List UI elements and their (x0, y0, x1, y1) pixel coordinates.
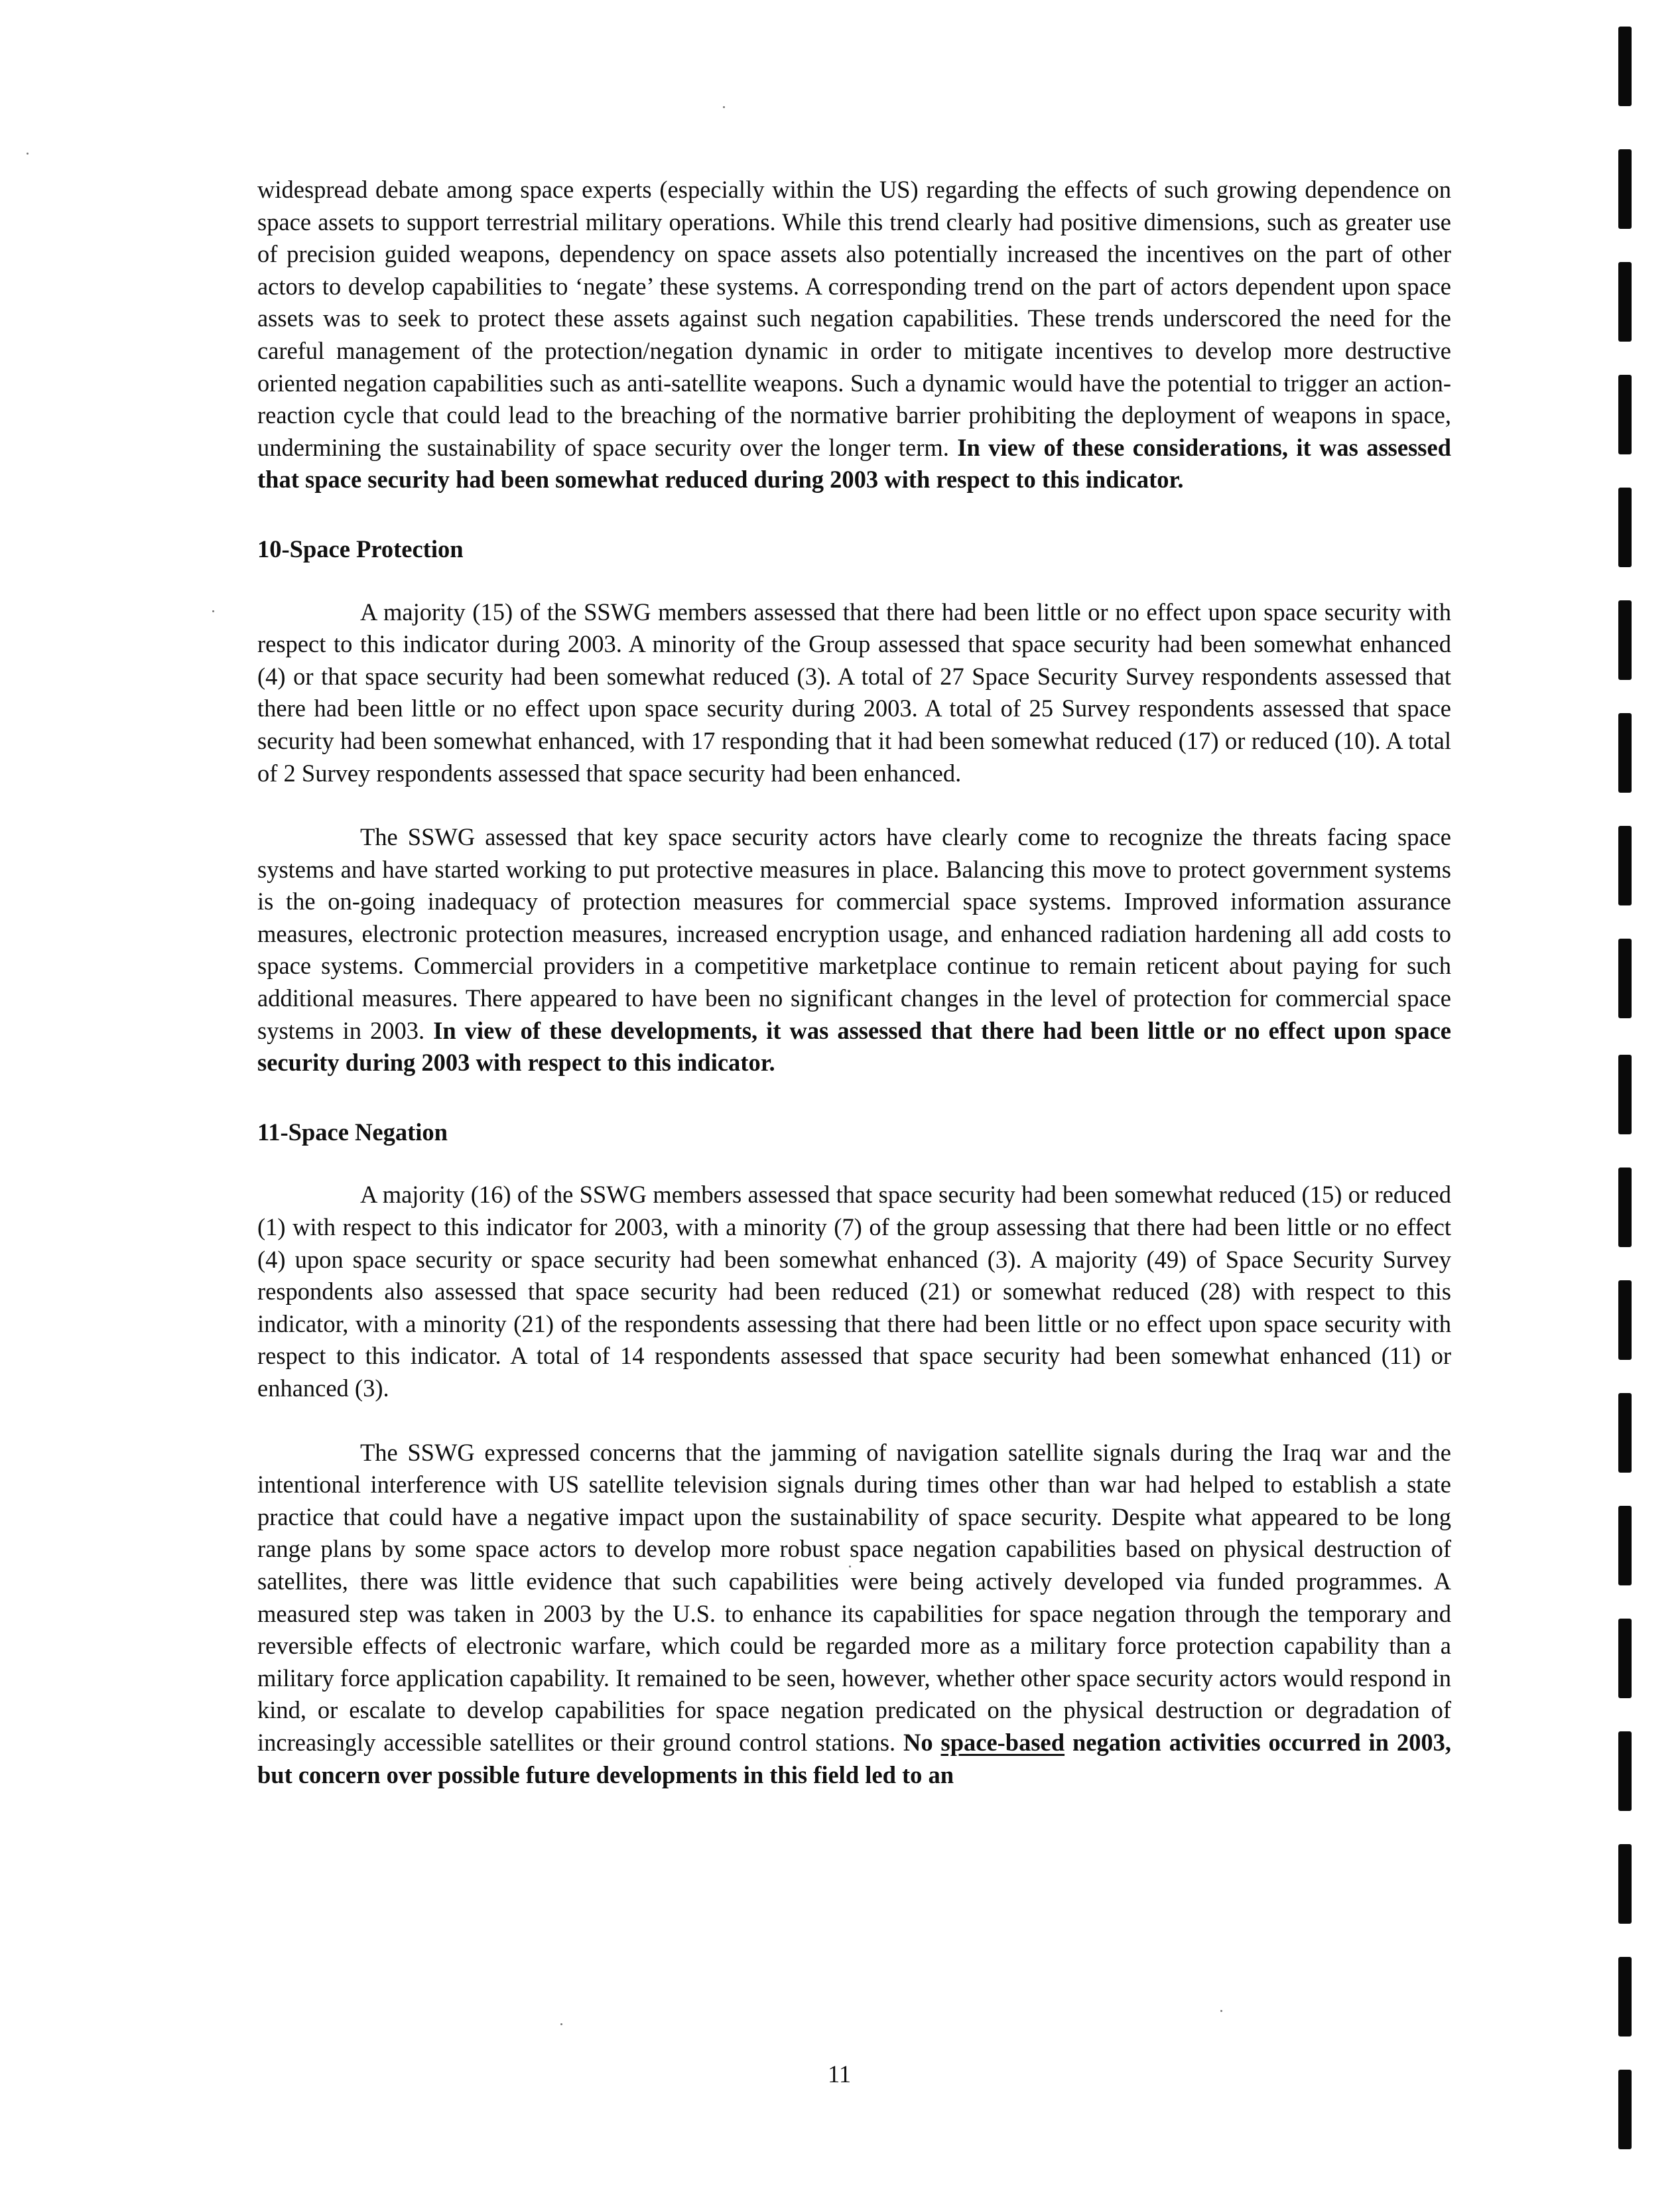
scan-mark (1618, 939, 1632, 1018)
scan-mark (1618, 262, 1632, 342)
scan-speck (212, 610, 214, 612)
scan-mark (1618, 1393, 1632, 1473)
document-body (257, 174, 1451, 1791)
section-heading-space-protection: 10-Space Protection (257, 535, 464, 563)
scan-mark (1618, 149, 1632, 229)
space-negation-conclusion-emphasis (940, 1729, 1065, 1756)
intro-paragraph (257, 174, 1451, 496)
scan-mark (1618, 2070, 1632, 2149)
scan-mark (1618, 1506, 1632, 1585)
space-negation-paragraph-1: A majority (16) of the SSWG members assessed that space security had been somewhat reduced (15) or reduced (1) with respect to this indicator for 2003, with a minority (7) of the group assessing that there had been little or no effect (4) upon space security or space security had been somewhat enhanced (3). A majority (49) of Space Security Survey respondents also assessed that space security had been reduced (21) or somewhat reduced (28) with respect to this indicator, with a minority (21) of the respondents assessing that there had been little or no effect upon space security with respect to this indicator. A total of 14 respondents assessed that space security had been somewhat enhanced (11) or enhanced (3). (257, 1181, 1451, 1402)
scan-mark (1618, 1168, 1632, 1247)
scan-mark (1618, 1731, 1632, 1811)
scan-edge-marks (1618, 0, 1658, 2203)
scan-mark (1618, 1844, 1632, 1924)
scan-speck (849, 1566, 851, 1568)
space-protection-paragraph-2 (257, 821, 1451, 1079)
space-negation-conclusion-tail: negation activities occurred in 2003, but concern over possible future developments in this field led to an (257, 1728, 1451, 1788)
scan-mark (1618, 1055, 1632, 1134)
scan-mark (1618, 375, 1632, 454)
intro-paragraph-conclusion: In view of these considerations, it was assessed that space security had been somewhat reduced during 2003 with respect to this indicator. (257, 433, 1451, 494)
scan-mark (1618, 600, 1632, 680)
page-number: 11 (828, 2060, 852, 2088)
scan-mark (1618, 826, 1632, 905)
space-negation-conclusion-lead: No (903, 1728, 941, 1756)
space-protection-conclusion: In view of these developments, it was assessed that there had been little or no effect upon space security during 2003 with respect to this indicator. (257, 1016, 1451, 1077)
intro-paragraph-text: widespread debate among space experts (especially within the US) regarding the effects of such growing dependence on space assets to support terrestrial military operations. While this trend clearly had positive dimensions, such as greater use of precision guided weapons, dependency on space assets also potentially increased the incentives on the part of other actors to develop capabilities to ‘negate’ these systems. A corresponding trend on the part of actors dependent upon space assets was to seek to protect these assets against such negation capabilities. These trends underscored the need for the careful management of the protection/negation dynamic in order to mitigate incentives to develop more destructive oriented negation capabilities such as anti-satellite weapons. Such a dynamic would have the potential to trigger an action-reaction cycle that could lead to the breaching of the normative barrier prohibiting the deployment of weapons in space, undermining the sustainability of space security over the longer term. (257, 176, 1451, 461)
scan-mark (1618, 1280, 1632, 1360)
scan-mark (1618, 27, 1632, 106)
scan-speck (560, 2023, 562, 2025)
scan-mark (1618, 713, 1632, 793)
scan-speck (1220, 2010, 1222, 2012)
space-negation-paragraph-2 (257, 1437, 1451, 1792)
scan-speck (27, 153, 29, 155)
space-based-underlined: space-based (940, 1728, 1065, 1756)
scan-mark (1618, 488, 1632, 567)
scan-mark (1618, 1957, 1632, 2036)
space-protection-paragraph-2-text: The SSWG assessed that key space security actors have clearly come to recognize the threats facing space systems and have started working to put protective measures in place. Balancing this move to protect government systems is the on-going inadequacy of protection measures for commercial space systems. Improved information assurance measures, electronic protection measures, increased encryption usage, and enhanced radiation hardening all add costs to space systems. Commercial providers in a competitive marketplace continue to remain reticent about paying for such additional measures. There appeared to have been no significant changes in the level of protection for commercial space systems in 2003. (257, 823, 1451, 1044)
scan-speck (723, 106, 725, 108)
space-negation-paragraph-2-text: The SSWG expressed concerns that the jamming of navigation satellite signals during the Iraq war and the intentional interference with US satellite television signals during times other than war had helped to establish a state practice that could have a negative impact upon the sustainability of space security. Despite what appeared to be long range plans by some space actors to develop more robust space negation capabilities based on physical destruction of satellites, there was little evidence that such capabilities were being actively developed via funded programmes. A measured step was taken in 2003 by the U.S. to enhance its capabilities for space negation through the temporary and reversible effects of electronic warfare, which could be regarded more as a military force protection capability than a military force application capability. It remained to be seen, however, whether other space security actors would respond in kind, or escalate to develop capabilities for space negation predicated on the physical destruction or degradation of increasingly accessible satellites or their ground control stations. (257, 1438, 1451, 1756)
space-protection-paragraph-1: A majority (15) of the SSWG members assessed that there had been little or no effect upon space security with respect to this indicator during 2003. A minority of the Group assessed that space security had been somewhat enhanced (4) or that space security had been somewhat reduced (3). A total of 27 Space Security Survey respondents assessed that there had been little or no effect upon space security during 2003. A total of 25 Survey respondents assessed that space security had been somewhat enhanced, with 17 responding that it had been somewhat reduced (17) or reduced (10). A total of 2 Survey respondents assessed that space security had been enhanced. (257, 598, 1451, 787)
section-heading-space-negation: 11-Space Negation (257, 1118, 448, 1146)
scan-mark (1618, 1619, 1632, 1698)
